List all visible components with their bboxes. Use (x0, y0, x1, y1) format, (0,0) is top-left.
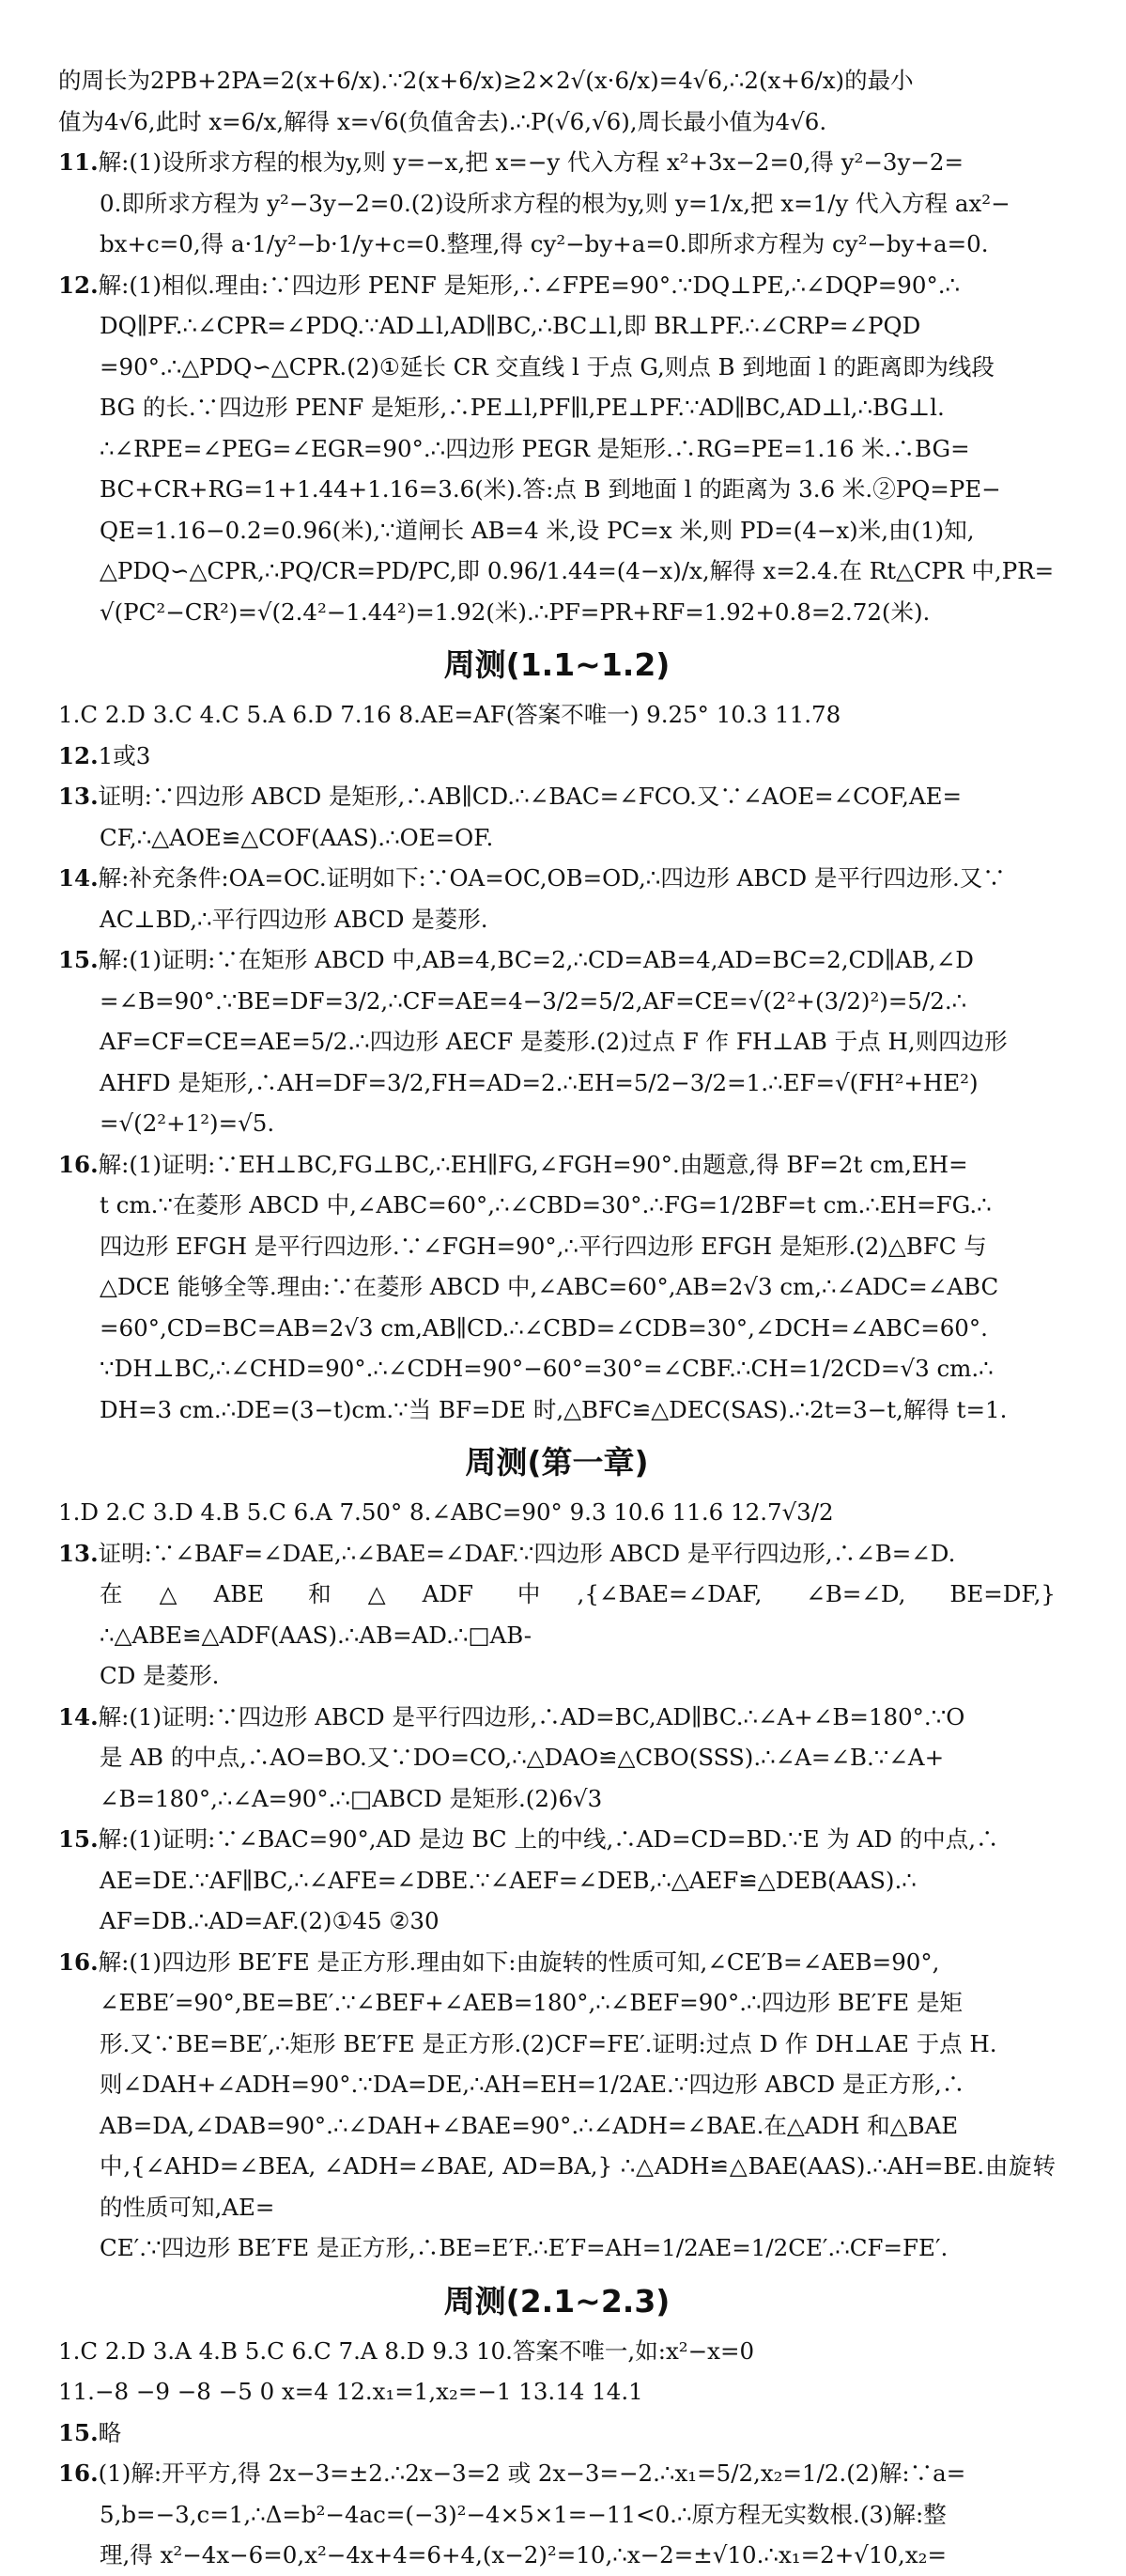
answer-line: ∴∠RPE=∠PEG=∠EGR=90°.∴四边形 PEGR 是矩形.∴RG=PE=1.16 米.∴BG= (100, 434, 970, 462)
answer-line: △PDQ∽△CPR,∴PQ/CR=PD/PC,即 0.96/1.44=(4−x)/x,解得 x=2.4.在 Rt△CPR 中,PR= (100, 557, 1055, 584)
section-heading: 周测(1.1~1.2) (443, 646, 671, 683)
answer-line: 5,b=−3,c=1,∴Δ=b²−4ac=(−3)²−4×5×1=−11<0.∴原方程无实数根.(3)解:整 (100, 2500, 947, 2528)
answer-line: =∠B=90°.∵BE=DF=3/2,∴CF=AE=4−3/2=5/2,AF=CE=√(2²+(3/2)²)=5/2.∴ (100, 986, 967, 1015)
answer-line: QE=1.16−0.2=0.96(米),∵道闸长 AB=4 米,设 PC=x 米,则 PD=(4−x)米,由(1)知, (100, 516, 975, 544)
answer-block (58, 1697, 1056, 1820)
answer-line: 证明:∵四边形 ABCD 是矩形,∴AB∥CD.∴∠BAC=∠FCO.又∵∠AOE=∠COF,AE= (98, 783, 963, 810)
answer-line: CE′.∵四边形 BE′FE 是正方形,∴BE=E′F.∴E′F=AH=1/2AE=1/2CE′.∴CF=FE′. (100, 2234, 949, 2261)
answer-line: 理,得 x²−4x−6=0,x²−4x+4=6+4,(x−2)²=10,∴x−2=±√10.∴x₁=2+√10,x₂= (100, 2541, 948, 2568)
answer-line: 解:(1)四边形 BE′FE 是正方形.理由如下:由旋转的性质可知,∠CE′B=∠AEB=90°, (98, 1948, 940, 1976)
answer-line: 形.又∵BE=BE′,∴矩形 BE′FE 是正方形.(2)CF=FE′.证明:过点 D 作 DH⊥AE 于点 H. (100, 2029, 997, 2057)
answer-line: 解:(1)相似.理由:∵四边形 PENF 是矩形,∴∠FPE=90°.∵DQ⊥PE,∴∠DQP=90°.∴ (98, 271, 961, 299)
answer-line: AHFD 是矩形,∴AH=DF=3/2,FH=AD=2.∴EH=5/2−3/2=1.∴EF=√(FH²+HE²) (100, 1068, 979, 1096)
answer-block (58, 2413, 1056, 2454)
answer-block (58, 1942, 1056, 2269)
answer-line: √(PC²−CR²)=√(2.4²−1.44²)=1.92(米).∴PF=PR+RF=1.92+0.8=2.72(米). (100, 597, 931, 626)
answer-line: bx+c=0,得 a·1/y²−b·1/y+c=0.整理,得 cy²−by+a=0.即所求方程为 cy²−by+a=0. (100, 230, 989, 257)
answer-line: 解:(1)设所求方程的根为y,则 y=−x,把 x=−y 代入方程 x²+3x−2=0,得 y²−3y−2= (98, 148, 964, 176)
answer-block (58, 265, 1056, 633)
question-number: 13. (58, 1539, 99, 1567)
question-number: 15. (58, 2418, 99, 2446)
answer-line: 则∠DAH+∠ADH=90°.∵DA=DE,∴AH=EH=1/2AE.∵四边形 ABCD 是正方形,∴ (100, 2071, 965, 2098)
answer-block (58, 1819, 1056, 1942)
answer-block (58, 1144, 1056, 1431)
answer-line: 是 AB 的中点,∴AO=BO.又∵DO=CO,∴△DAO≌△CBO(SSS).∴∠A=∠B.∵∠A+ (100, 1744, 945, 1771)
question-number: 12. (58, 741, 99, 769)
answer-block (58, 736, 1056, 777)
answer-block (58, 858, 1056, 939)
answer-line: BG 的长.∵四边形 PENF 是矩形,∴PE⊥l,PF∥l,PE⊥PF.∵AD∥BC,AD⊥l,∴BG⊥l. (100, 394, 945, 421)
answer-line: 证明:∵∠BAF=∠DAE,∴∠BAE=∠DAF.∵四边形 ABCD 是平行四边形,∴∠B=∠D. (98, 1539, 956, 1567)
answer-line: 解:(1)证明:∵四边形 ABCD 是平行四边形,∴AD=BC,AD∥BC.∴∠A+∠B=180°.∵O (98, 1702, 965, 1730)
answer-line: 略 (98, 2418, 122, 2446)
answer-line: 1.C 2.D 3.C 4.C 5.A 6.D 7.16 8.AE=AF(答案不唯一) 9.25° 10.3 11.78 (58, 701, 841, 728)
question-number: 14. (58, 864, 99, 892)
answer-block (58, 2453, 1056, 2576)
answer-line: 1或3 (98, 741, 151, 769)
answer-line: AF=CF=CE=AE=5/2.∴四边形 AECF 是菱形.(2)过点 F 作 FH⊥AB 于点 H,则四边形 (100, 1028, 1008, 1055)
answer-page (58, 60, 1056, 2576)
answer-line: AE=DE.∵AF∥BC,∴∠AFE=∠DBE.∵∠AEF=∠DEB,∴△AEF≌△DEB(AAS).∴ (100, 1866, 917, 1894)
answer-line: DH=3 cm.∴DE=(3−t)cm.∵当 BF=DE 时,△BFC≌△DEC(SAS).∴2t=3−t,解得 t=1. (100, 1395, 1008, 1423)
answer-block (58, 60, 1056, 142)
answer-line: =90°.∴△PDQ∽△CPR.(2)①延长 CR 交直线 l 于点 G,则点 B 到地面 l 的距离即为线段 (100, 352, 995, 380)
answer-line: AC⊥BD,∴平行四边形 ABCD 是菱形. (100, 905, 488, 933)
answer-block (58, 2331, 1056, 2413)
answer-block (58, 1492, 1056, 1533)
answer-line: =60°,CD=BC=AB=2√3 cm,AB∥CD.∴∠CBD=∠CDB=30°,∠DCH=∠ABC=60°. (100, 1313, 988, 1342)
answer-line: 11.−8 −9 −8 −5 0 x=4 12.x₁=1,x₂=−1 13.14 14.1 (58, 2378, 643, 2405)
answer-line: △DCE 能够全等.理由:∵在菱形 ABCD 中,∠ABC=60°,AB=2√3 cm,∴∠ADC=∠ABC (100, 1273, 999, 1300)
section-heading: 周测(2.1~2.3) (443, 2282, 671, 2320)
answer-line: CD 是菱形. (100, 1662, 220, 1689)
answer-line: AB=DA,∠DAB=90°.∴∠DAH+∠BAE=90°.∴∠ADH=∠BAE.在△ADH 和△BAE (100, 2111, 959, 2139)
question-number: 12. (58, 271, 99, 299)
question-number: 14. (58, 1702, 99, 1730)
section-heading: 周测(第一章) (465, 1444, 649, 1481)
answer-block (58, 694, 1056, 736)
answer-line: 中,{∠AHD=∠BEA, ∠ADH=∠BAE, AD=BA,} ∴△ADH≌△BAE(AAS).∴AH=BE.由旋转的性质可知,AE= (100, 2152, 1056, 2221)
question-number: 16. (58, 1948, 99, 1976)
answer-line: =√(2²+1²)=√5. (100, 1110, 275, 1137)
answer-block (58, 939, 1056, 1144)
answer-line: ∠EBE′=90°,BE=BE′.∵∠BEF+∠AEB=180°,∴∠BEF=90°.∴四边形 BE′FE 是矩 (100, 1989, 963, 2016)
answer-line: DQ∥PF.∴∠CPR=∠PDQ.∵AD⊥l,AD∥BC,∴BC⊥l,即 BR⊥PF.∴∠CRP=∠PQD (100, 312, 921, 339)
answer-line: t cm.∵在菱形 ABCD 中,∠ABC=60°,∴∠CBD=30°.∴FG=1/2BF=t cm.∴EH=FG.∴ (100, 1191, 992, 1218)
question-number: 11. (58, 148, 99, 176)
answer-line: (1)解:开平方,得 2x−3=±2.∴2x−3=2 或 2x−3=−2.∴x₁=5/2,x₂=1/2.(2)解:∵a= (98, 2460, 966, 2487)
answer-line: 在△ABE 和△ADF 中,{∠BAE=∠DAF, ∠B=∠D, BE=DF,} ∴△ABE≌△ADF(AAS).∴AB=AD.∴□AB- (100, 1580, 1056, 1649)
answer-line: 四边形 EFGH 是平行四边形.∵∠FGH=90°,∴平行四边形 EFGH 是矩形.(2)△BFC 与 (100, 1232, 987, 1260)
answer-line: ∵DH⊥BC,∴∠CHD=90°.∴∠CDH=90°−60°=30°=∠CBF.∴CH=1/2CD=√3 cm.∴ (100, 1355, 994, 1382)
answer-block (58, 1533, 1056, 1697)
answer-block (58, 776, 1056, 858)
answer-line: 1.D 2.C 3.D 4.B 5.C 6.A 7.50° 8.∠ABC=90° 9.3 10.6 11.6 12.7√3/2 (58, 1498, 834, 1526)
question-number: 15. (58, 1825, 99, 1853)
answer-line: 1.C 2.D 3.A 4.B 5.C 6.C 7.A 8.D 9.3 10.答案不唯一,如:x²−x=0 (58, 2336, 755, 2365)
answer-line: ∠B=180°,∴∠A=90°.∴□ABCD 是矩形.(2)6√3 (100, 1784, 603, 1812)
answer-block (58, 142, 1056, 265)
answer-line: BC+CR+RG=1+1.44+1.16=3.6(米).答:点 B 到地面 l 的距离为 3.6 米.②PQ=PE− (100, 475, 1001, 503)
answer-line: 的周长为2PB+2PA=2(x+6/x).∵2(x+6/x)≥2×2√(x·6/x)=4√6,∴2(x+6/x)的最小 (58, 67, 914, 94)
answer-line: CF,∴△AOE≌△COF(AAS).∴OE=OF. (100, 823, 494, 851)
question-number: 13. (58, 783, 99, 810)
question-number: 16. (58, 2460, 99, 2487)
answer-line: 值为4√6,此时 x=6/x,解得 x=√6(负值舍去).∴P(√6,√6),周长最小值为4√6. (58, 107, 827, 135)
question-number: 16. (58, 1150, 99, 1178)
answer-line: AF=DB.∴AD=AF.(2)①45 ②30 (100, 1907, 440, 1934)
answer-line: 0.即所求方程为 y²−3y−2=0.(2)设所求方程的根为y,则 y=1/x,把 x=1/y 代入方程 ax²− (100, 189, 1010, 217)
answer-line: 解:(1)证明:∵EH⊥BC,FG⊥BC,∴EH∥FG,∠FGH=90°.由题意,得 BF=2t cm,EH= (98, 1150, 968, 1178)
question-number: 15. (58, 946, 99, 973)
answer-line: 解:(1)证明:∵∠BAC=90°,AD 是边 BC 上的中线,∴AD=CD=BD.∵E 为 AD 的中点,∴ (98, 1825, 999, 1853)
answer-line: 解:补充条件:OA=OC.证明如下:∵OA=OC,OB=OD,∴四边形 ABCD 是平行四边形.又∵ (98, 864, 1006, 892)
answer-line: 解:(1)证明:∵在矩形 ABCD 中,AB=4,BC=2,∴CD=AB=4,AD=BC=2,CD∥AB,∠D (98, 946, 974, 973)
